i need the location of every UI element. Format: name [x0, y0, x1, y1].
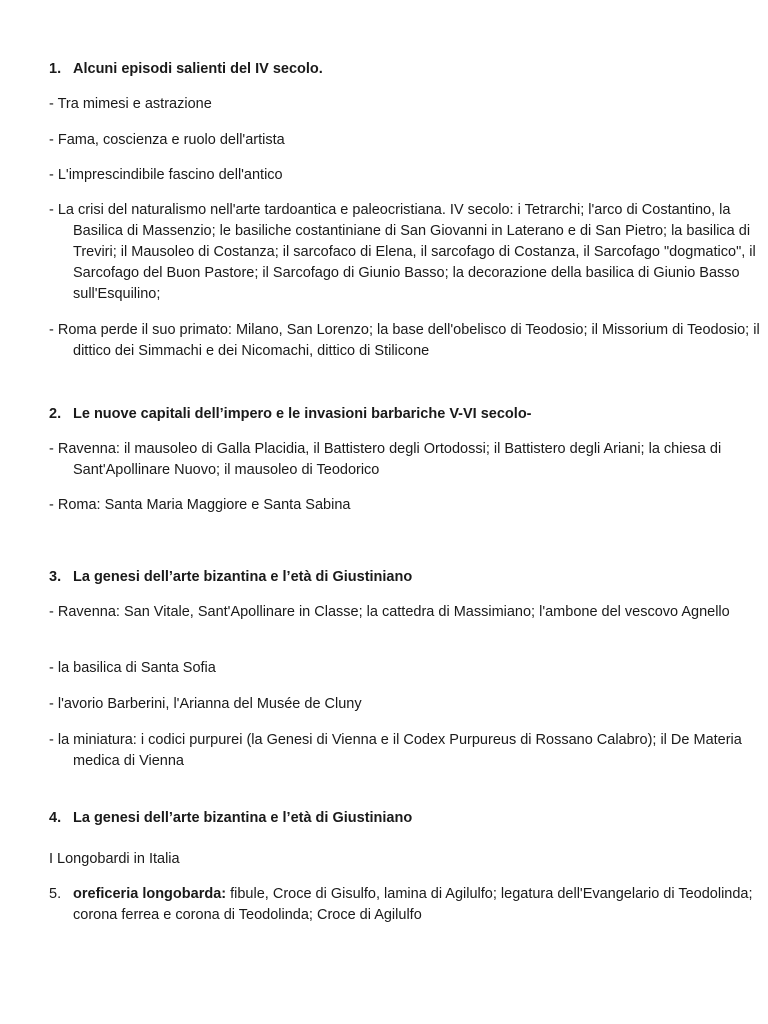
list-item: - l'avorio Barberini, l'Arianna del Musée de Cluny [49, 696, 362, 712]
list-item: - la basilica di Santa Sofia [49, 660, 216, 676]
section-1-heading [49, 59, 739, 80]
section-3-number: 3. [49, 569, 62, 585]
list-item: - Roma: Santa Maria Maggiore e Santa Sabina [49, 497, 351, 513]
section-2-heading [49, 404, 739, 425]
list-item: - Fama, coscienza e ruolo dell'artista [49, 132, 285, 148]
section-1-title: Alcuni episodi salienti del IV secolo. [73, 61, 323, 77]
section-5-number: 5. [49, 886, 62, 902]
section-3-title: La genesi dell’arte bizantina e l’età di Giustiniano [73, 569, 413, 585]
list-item: - Ravenna: il mausoleo di Galla Placidia, il Battistero degli Ortodossi; il Battistero degli Ariani; la chiesa di Sant'Apollinare Nuovo; il mausoleo di Teodorico [49, 441, 722, 478]
section-4-subtitle: I Longobardi in Italia [49, 851, 180, 867]
section-4-heading [49, 808, 739, 829]
list-item: - Tra mimesi e astrazione [49, 96, 212, 112]
section-5-title: oreficeria longobarda: [73, 886, 227, 902]
list-item: - L'imprescindibile fascino dell'antico [49, 167, 283, 183]
section-3-heading [49, 567, 739, 588]
section-2-title: Le nuove capitali dell’impero e le invasioni barbariche V-VI secolo- [73, 406, 532, 422]
list-item: - La crisi del naturalismo nell'arte tardoantica e paleocristiana. IV secolo: i Tetrarchi; l'arco di Costantino, la Basilica di Massenzio; le basiliche costantiniane di San Giovanni in Laterano e di San Pietro; la basilica di Treviri; il Mausoleo di Costanza; il sarcofaco di Elena, il sarcofago di Costanza, il Sarcofago "dogmatico", il Sarcofago del Buon Pastore; il Sarcofago di Giunio Basso; la decorazione della basilica di Giunio Basso sull'Esquilino; [49, 202, 756, 302]
section-1-number: 1. [49, 61, 62, 77]
section-5-text: fibule, Croce di Gisulfo, lamina di Agilulfo; legatura dell'Evangelario di Teodolinda; corona ferrea e corona di Teodolinda; Croce di Agilulfo [73, 886, 753, 923]
section-2-number: 2. [49, 406, 62, 422]
list-item: - Ravenna: San Vitale, Sant'Apollinare in Classe; la cattedra di Massimiano; l'ambone del vescovo Agnello [49, 604, 730, 620]
list-item: - Roma perde il suo primato: Milano, San Lorenzo; la base dell'obelisco di Teodosio; il Missorium di Teodosio; il dittico dei Simmachi e dei Nicomachi, dittico di Stilicone [49, 322, 760, 359]
section-4-title: La genesi dell’arte bizantina e l’età di Giustiniano [73, 810, 413, 826]
list-item: - la miniatura: i codici purpurei (la Genesi di Vienna e il Codex Purpureus di Rossano Calabro); il De Materia medica di Vienna [49, 732, 742, 769]
section-5-item [49, 884, 763, 926]
section-4-number: 4. [49, 810, 62, 826]
